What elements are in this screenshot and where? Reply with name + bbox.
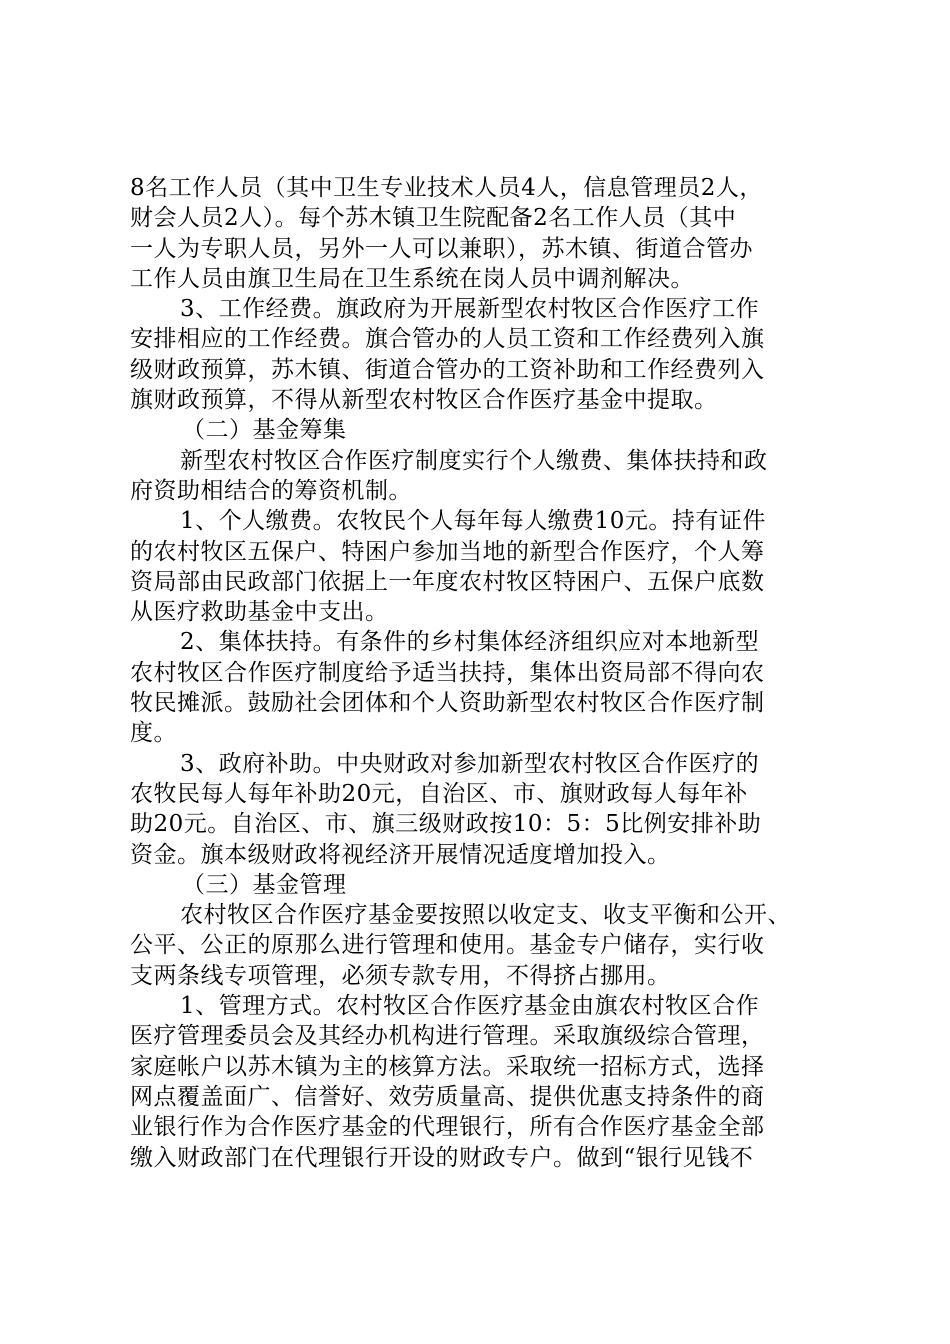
text-line: 一人为专职人员，另外一人可以兼职），苏木镇、街道合管办: [130, 235, 753, 262]
text-line: 资金。旗本级财政将视经济开展情况适度增加投入。: [130, 841, 671, 868]
text-line: 府资助相结合的筹资机制。: [130, 477, 412, 504]
text-line: 财会人员2人）。每个苏木镇卫生院配备2名工作人员（其中: [130, 205, 737, 232]
paragraph-start: 3、工作经费。旗政府为开展新型农村牧区合作医疗工作: [180, 296, 760, 323]
text-line: 度。: [130, 720, 177, 747]
text-line: 8名工作人员（其中卫生专业技术人员4人，信息管理员2人，: [130, 175, 763, 201]
text-line: 公平、公正的原那么进行管理和使用。基金专户储存，实行收: [130, 932, 765, 959]
paragraph-start: 1、管理方式。农村牧区合作医疗基金由旗农村牧区合作: [180, 993, 760, 1020]
paragraph-start: 新型农村牧区合作医疗制度实行个人缴费、集体扶持和政: [180, 447, 768, 474]
document-body: [130, 173, 820, 1173]
text-line: 从医疗救助基金中支出。: [130, 599, 389, 626]
paragraph-start: 3、政府补助。中央财政对参加新型农村牧区合作医疗的: [180, 750, 760, 777]
text-line: 缴入财政部门在代理银行开设的财政专户。做到“银行见钱不: [130, 1144, 754, 1171]
text-line: 旗财政预算，不得从新型农村牧区合作医疗基金中提取。: [130, 387, 718, 414]
text-line: 业银行作为合作医疗基金的代理银行，所有合作医疗基金全部: [130, 1114, 765, 1141]
text-line: 资局部由民政部门依据上一年度农村牧区特困户、五保户底数: [130, 568, 765, 595]
text-line: 家庭帐户以苏木镇为主的核算方法。采取统一招标方式，选择: [130, 1053, 765, 1080]
text-line: 级财政预算，苏木镇、街道合管办的工资补助和工作经费列入: [130, 356, 765, 383]
text-line: 网点覆盖面广、信誉好、效劳质量高、提供优惠支持条件的商: [130, 1083, 765, 1110]
text-line: 农村牧区合作医疗制度给予适当扶持，集体出资局部不得向农: [130, 659, 765, 686]
text-line: 农牧民每人每年补助20元，自治区、市、旗财政每人每年补: [130, 780, 748, 807]
text-line: 支两条线专项管理，必须专款专用，不得挤占挪用。: [130, 962, 671, 989]
section-heading: （三）基金管理: [182, 871, 347, 898]
text-line: 医疗管理委员会及其经办机构进行管理。采取旗级综合管理，: [130, 1023, 765, 1050]
paragraph-start: 2、集体扶持。有条件的乡村集体经济组织应对本地新型: [180, 629, 760, 656]
paragraph-start: 农村牧区合作医疗基金要按照以收定支、收支平衡和公开、: [180, 902, 791, 929]
paragraph-start: 1、个人缴费。农牧民个人每年每人缴费10元。持有证件: [180, 508, 766, 535]
text-line: 牧民摊派。鼓励社会团体和个人资助新型农村牧区合作医疗制: [130, 690, 765, 717]
text-line: 助20元。自治区、市、旗三级财政按10：5：5比例安排补助: [130, 811, 762, 838]
text-line: 安排相应的工作经费。旗合管办的人员工资和工作经费列入旗: [130, 326, 765, 353]
text-line: 的农村牧区五保户、特困户参加当地的新型合作医疗，个人筹: [130, 538, 765, 565]
section-heading: （二）基金筹集: [182, 417, 347, 444]
text-line: 工作人员由旗卫生局在卫生系统在岗人员中调剂解决。: [130, 265, 694, 292]
